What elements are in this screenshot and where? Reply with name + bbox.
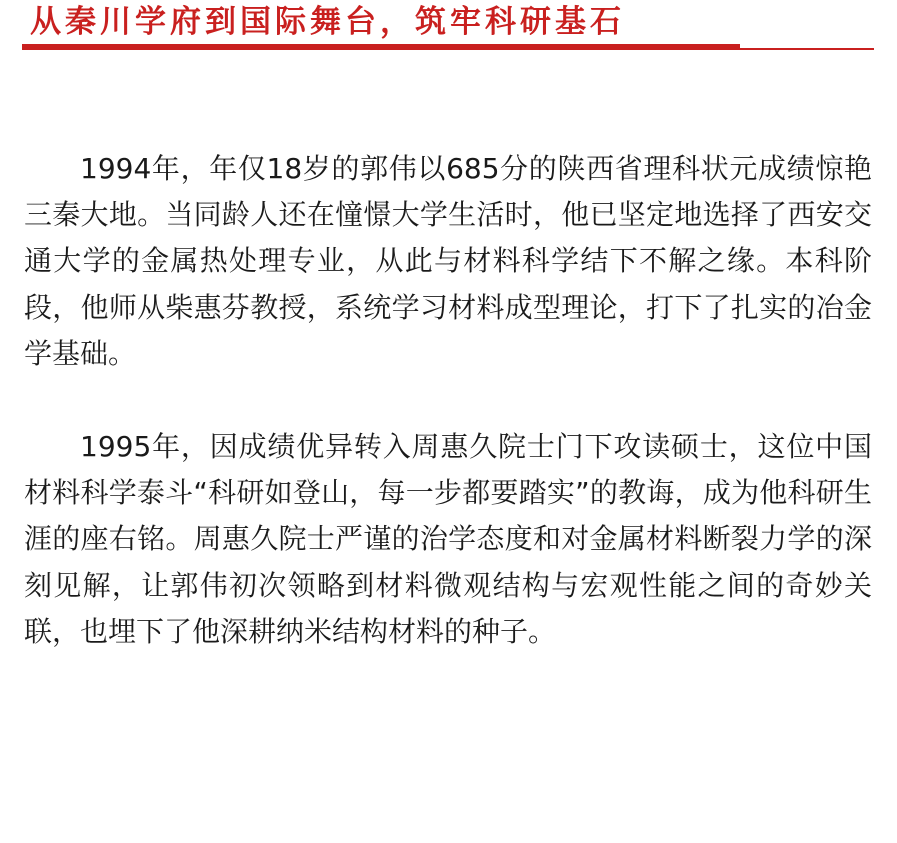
article-body	[24, 146, 872, 655]
paragraph-1995: 1995年，因成绩优异转入周惠久院士门下攻读硕士，这位中国材料科学泰斗“科研如登山，每一步都要踏实”的教诲，成为他科研生涯的座右铭。周惠久院士严谨的治学态度和对金属材料断裂力学的深刻见解，让郭伟初次领略到材料微观结构与宏观性能之间的奇妙关联，也埋下了他深耕纳米结构材料的种子。	[24, 430, 872, 648]
section-title: 从秦川学府到国际舞台，筑牢科研基石	[30, 4, 625, 40]
section-header	[22, 0, 874, 56]
paragraph-1994: 1994年，年仅18岁的郭伟以685分的陕西省理科状元成绩惊艳三秦大地。当同龄人还在憧憬大学生活时，他已坚定地选择了西安交通大学的金属热处理专业，从此与材料科学结下不解之缘。本科阶段，他师从柴惠芬教授，系统学习材料成型理论，打下了扎实的冶金学基础。	[24, 152, 872, 370]
title-underline-thick	[22, 44, 740, 50]
title-underline-thin	[740, 48, 874, 50]
